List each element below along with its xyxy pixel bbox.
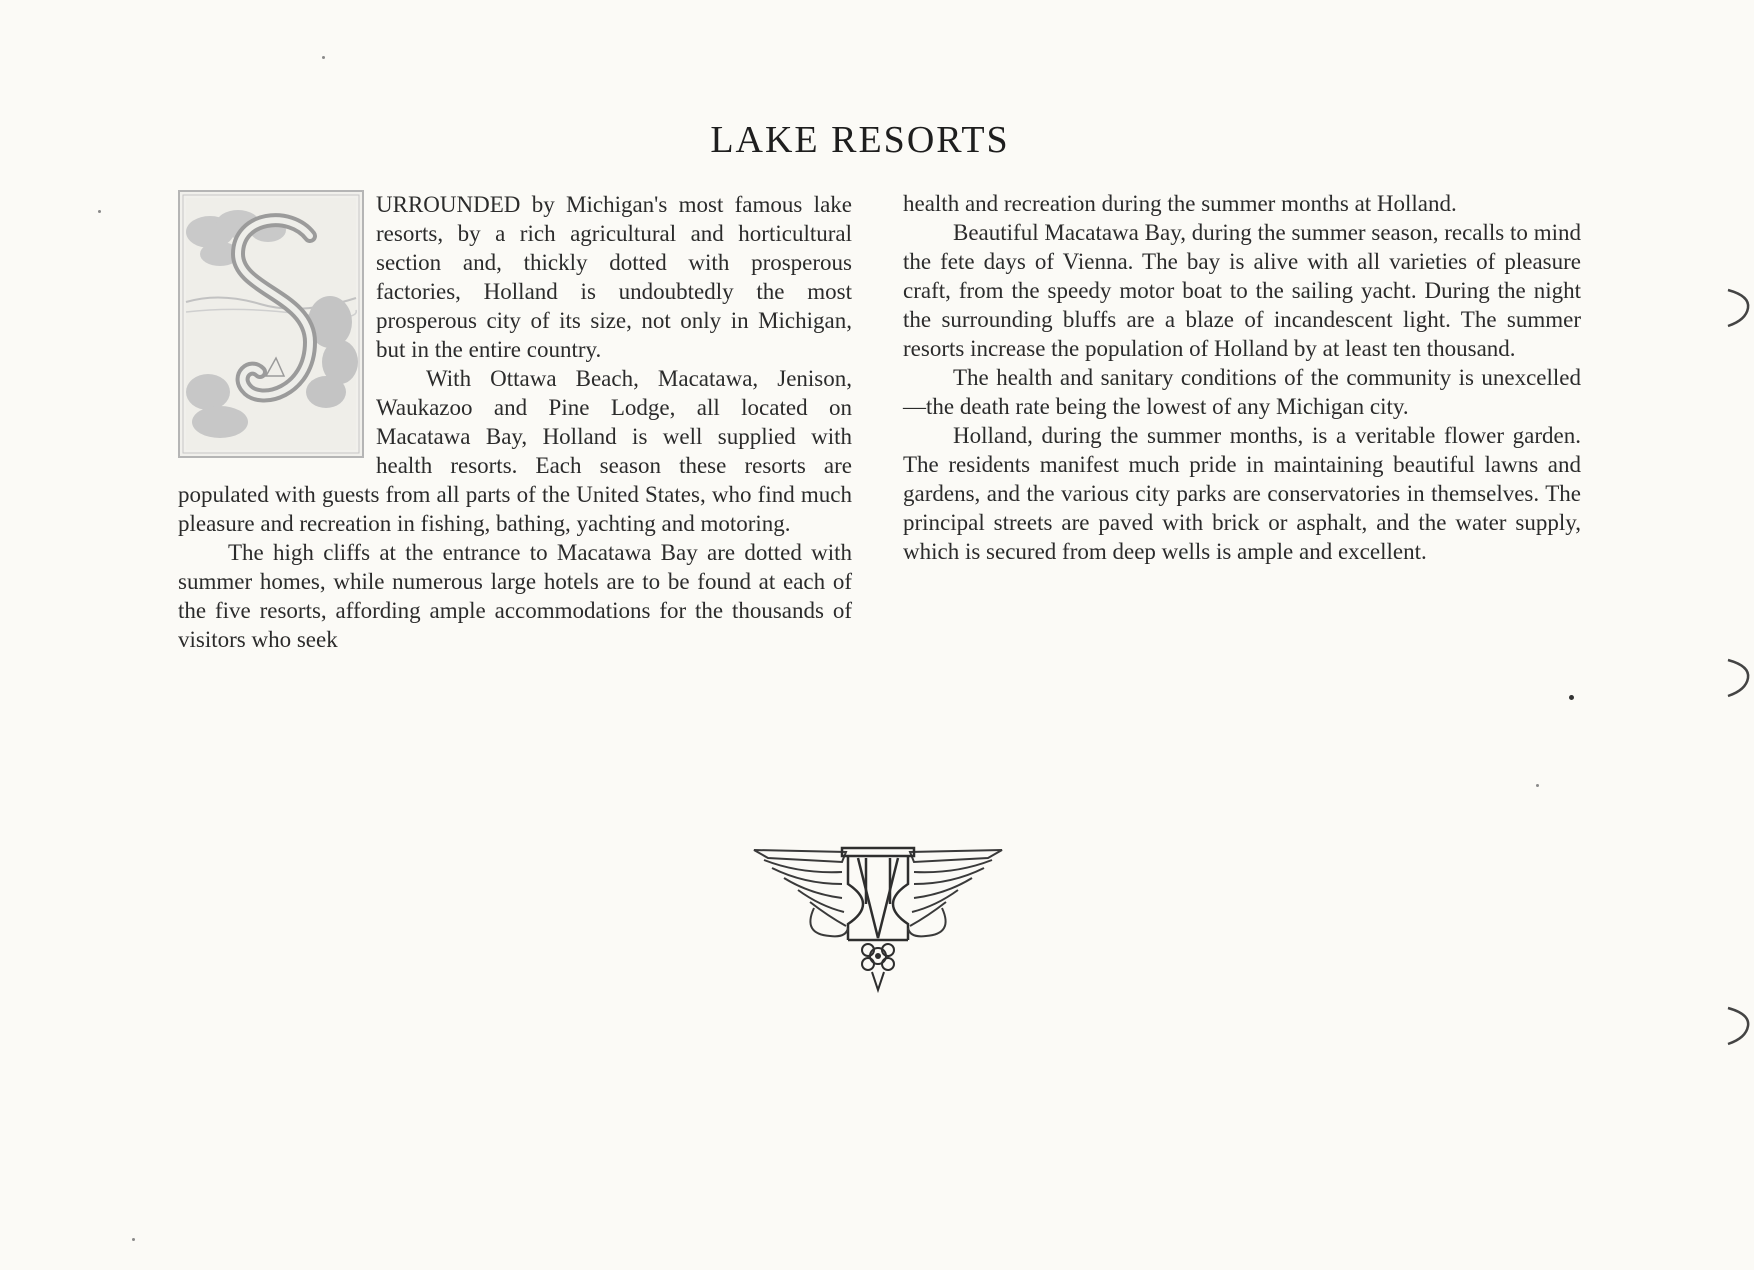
paragraph: The high cliffs at the entrance to Macatawa Bay are dotted with summer homes, while numerous large hotels are to be found at each of the five resorts, affording ample accommodations for the thousands of visitors who seek xyxy=(178,540,852,652)
paragraph: Beautiful Macatawa Bay, during the summer season, recalls to mind the fete days of Vienna. The bay is alive with all varieties of pleasure craft, from the speedy motor boat to the sailing yacht. During the night the surrounding bluffs are a blaze of incandescent light. The summer resorts increase the population of Holland by at least ten thousand. xyxy=(903,220,1581,361)
dropcap-letter-icon xyxy=(180,192,362,456)
left-column xyxy=(178,190,852,654)
binder-hole-mark-icon xyxy=(1720,1004,1754,1048)
paper-speck xyxy=(1536,784,1539,787)
binder-hole-mark-icon xyxy=(1720,656,1754,700)
binder-hole-mark-icon xyxy=(1720,286,1754,330)
paragraph: health and recreation during the summer months at Holland. xyxy=(903,191,1457,216)
ink-dot xyxy=(1569,695,1574,700)
page-title: LAKE RESORTS xyxy=(710,119,1010,161)
paper-speck xyxy=(322,56,325,59)
dropcap-s-illustration xyxy=(178,190,364,458)
paragraph: Holland, during the summer months, is a veritable flower garden. The residents manifest much pride in maintaining beautiful lawns and gardens, and the various city parks are conservatories in themselves. The principal streets are paved with brick or asphalt, and the water supply, which is secured from deep wells is ample and excellent. xyxy=(903,423,1581,564)
paragraph: With Ottawa Beach, Macatawa, Jenison, Waukazoo and Pine Lodge, all located on Macatawa Bay, Holland is well supplied with health resorts. Each season these resorts are populated with guests from all parts of the United States, who find much pleasure and recreation in fishing, bathing, yachting and motoring. xyxy=(178,366,852,536)
paper-speck xyxy=(132,1238,135,1241)
paragraph: The health and sanitary conditions of the community is unexcelled—the death rate being the lowest of any Michigan city. xyxy=(903,365,1581,419)
paragraph: URROUNDED by Michigan's most famous lake resorts, by a rich agricultural and horticultural section and, thickly dotted with prosperous factories, Holland is undoubtedly the most prosperous city of its size, not only in Michigan, but in the entire country. xyxy=(376,192,852,362)
winged-hourglass-emblem-icon xyxy=(750,844,1006,996)
paper-speck xyxy=(98,210,101,213)
right-column xyxy=(903,189,1581,566)
